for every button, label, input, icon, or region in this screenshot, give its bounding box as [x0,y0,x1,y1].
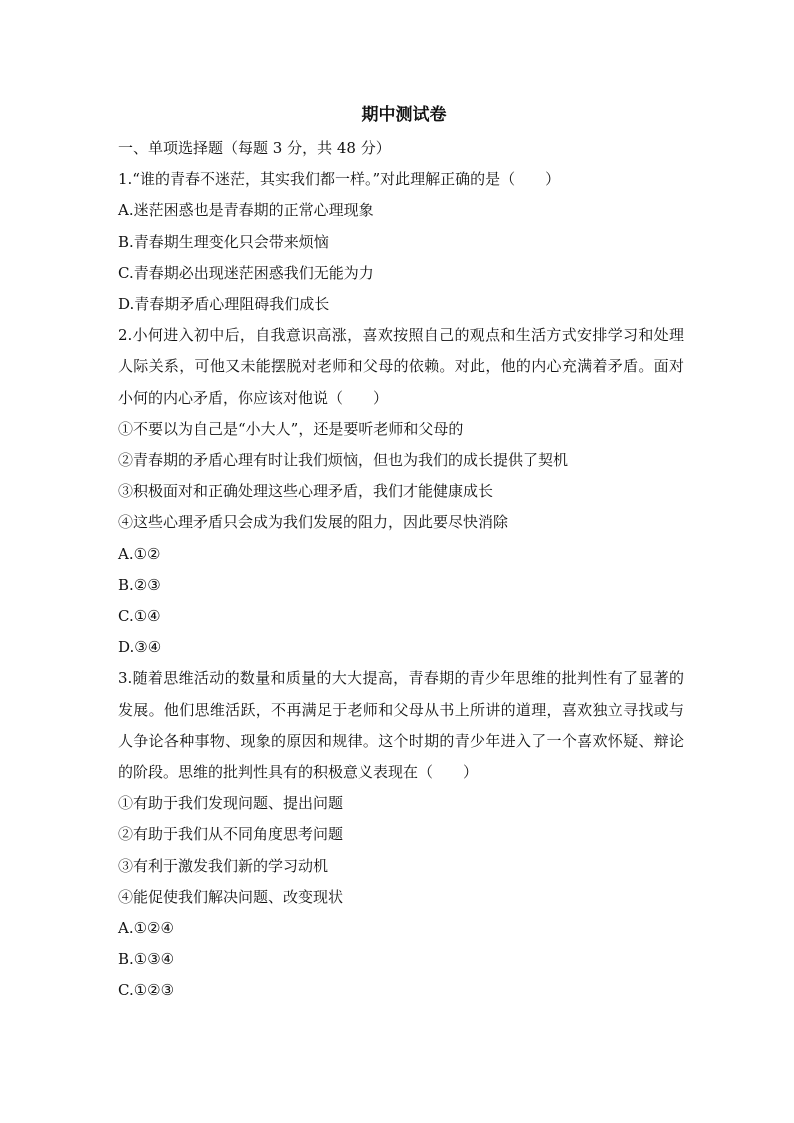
question-2-option-a: A.①② [118,544,161,563]
question-2-option-b: B.②③ [118,575,161,594]
question-1-stem: 1.“谁的青春不迷茫，其实我们都一样。”对此理解正确的是（ ） [118,170,561,189]
question-2-option-c: C.①④ [118,607,161,626]
question-3-statement-3: ③有利于激发我们新的学习动机 [118,856,329,875]
question-1-option-d: D.青春期矛盾心理阻碍我们成长 [118,295,330,314]
question-3-statement-1: ①有助于我们发现问题、提出问题 [118,794,344,813]
question-2-option-d: D.③④ [118,638,162,657]
question-2-statement-2: ②青春期的矛盾心理有时让我们烦恼，但也为我们的成长提供了契机 [118,451,569,470]
question-3-option-a: A.①②④ [118,919,174,938]
question-3-stem: 3.随着思维活动的数量和质量的大大提高，青春期的青少年思维的批判性有了显著的发展。他们思维活跃，不再满足于老师和父母从书上所讲的道理，喜欢独立寻找或与人争论各种事物、现象的原因和规律。这个时期的青少年进入了一个喜欢怀疑、辩论的阶段。思维的批判性具有的积极意义表现在（ ） [118,669,684,782]
question-1-option-b: B.青春期生理变化只会带来烦恼 [118,232,329,251]
question-2-statement-3: ③积极面对和正确处理这些心理矛盾，我们才能健康成长 [118,482,494,501]
question-2-statement-4: ④这些心理矛盾只会成为我们发展的阻力，因此要尽快消除 [118,513,509,532]
question-1-option-c: C.青春期必出现迷茫困惑我们无能为力 [118,263,374,282]
question-3-statement-4: ④能促使我们解决问题、改变现状 [118,887,344,906]
question-1-option-a: A.迷茫困惑也是青春期的正常心理现象 [118,201,374,220]
section-heading: 一、单项选择题（每题 3 分，共 48 分） [118,139,391,157]
question-2-statement-1: ①不要以为自己是“小大人”，还是要听老师和父母的 [118,419,464,438]
page-title: 期中测试卷 [361,105,447,125]
question-3-statement-2: ②有助于我们从不同角度思考问题 [118,825,344,844]
question-2-stem: 2.小何进入初中后，自我意识高涨，喜欢按照自己的观点和生活方式安排学习和处理人际关系，可他又未能摆脱对老师和父母的依赖。对此，他的内心充满着矛盾。面对小何的内心矛盾，你应该对他说（ ） [118,326,684,407]
question-3-option-c: C.①②③ [118,981,175,1000]
question-3-option-b: B.①③④ [118,950,175,969]
